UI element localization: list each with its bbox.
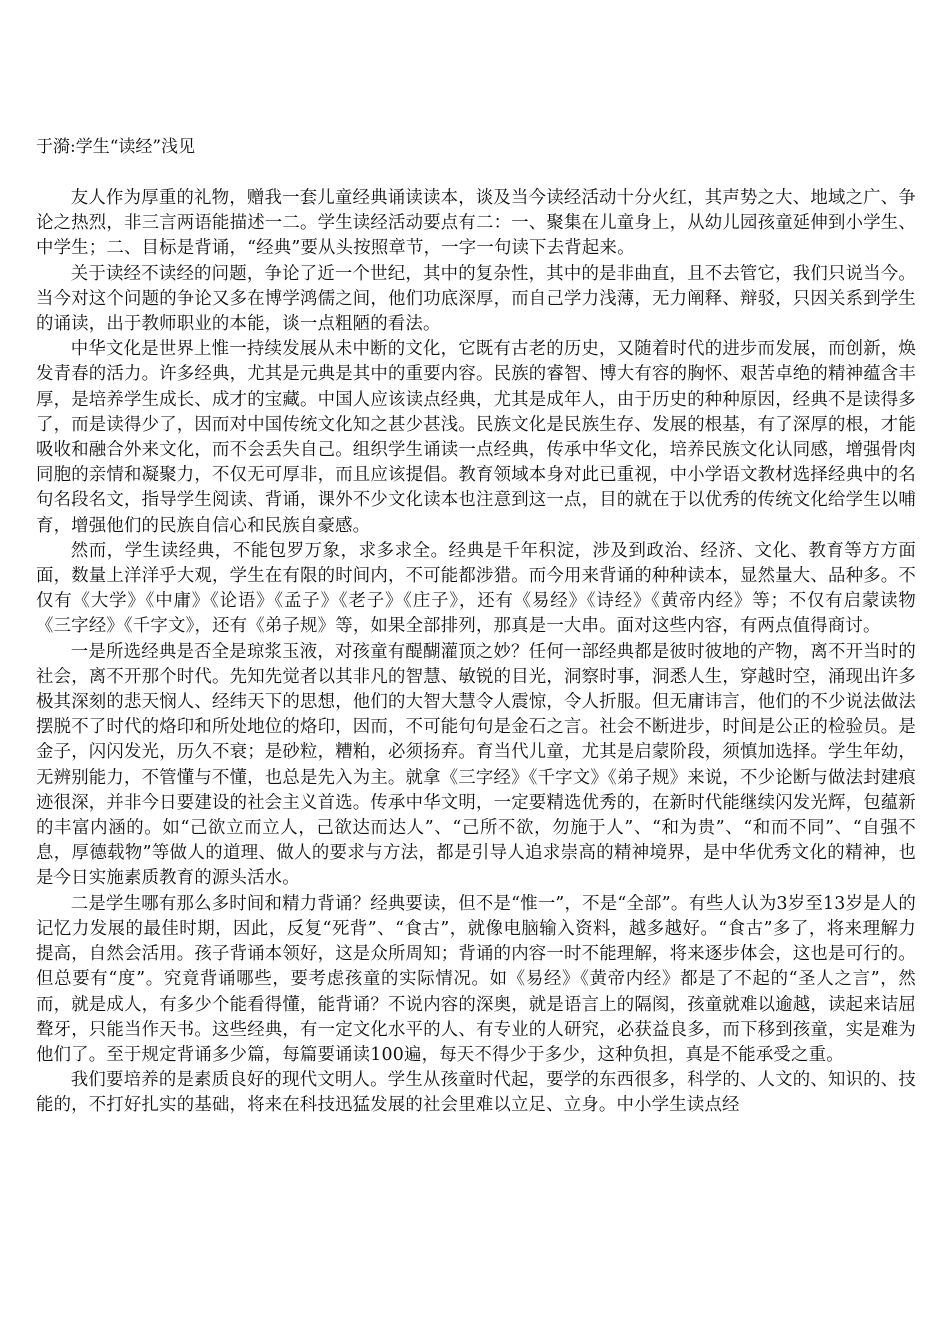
paragraph-7: 我们要培养的是素质良好的现代文明人。学生从孩童时代起，要学的东西很多，科学的、人文的、知识的、技能的，不打好扎实的基础，将来在科技迅猛发展的社会里难以立足、立身。中小学生读点经 xyxy=(36,1070,916,1116)
paragraph-1: 友人作为厚重的礼物，赠我一套儿童经典诵读读本，谈及当今读经活动十分火红，其声势之大、地域之广、争论之热烈，非三言两语能描述一二。学生读经活动要点有二：一、聚集在儿童身上，从幼儿园孩童延伸到小学生、中学生；二、目标是背诵，“经典”要从头按照章节，一字一句读下去背起来。 xyxy=(36,188,916,259)
paragraph-4: 然而，学生读经典，不能包罗万象，求多求全。经典是千年积淀，涉及到政治、经济、文化、教育等方方面面，数量上洋洋乎大观，学生在有限的时间内，不可能都涉猎。而今用来背诵的种种读本，显然量大、品种多。不仅有《大学》《中庸》《论语》《孟子》《老子》《庄子》，还有《易经》《诗经》《黄帝内经》等；不仅有启蒙读物《三字经》《千字文》，还有《弟子规》等，如果全部排列，那真是一大串。面对这些内容，有两点值得商讨。 xyxy=(36,540,916,637)
document-page xyxy=(36,134,916,1119)
paragraph-6: 二是学生哪有那么多时间和精力背诵？经典要读，但不是“惟一”，不是“全部”。有些人认为3岁至13岁是人的记忆力发展的最佳时期，因此，反复“死背”、“食古”，就像电脑输入资料，越多越好。“食古”多了，将来理解力提高，自然会活用。孩子背诵本领好，这是众所周知；背诵的内容一时不能理解，将来逐步体会，这也是可行的。但总要有“度”。究竟背诵哪些，要考虑孩童的实际情况。如《易经》《黄帝内经》都是了不起的“圣人之言”，然而，就是成人，有多少个能看得懂，能背诵？不说内容的深奥，就是语言上的隔阂，孩童就难以逾越，读起来诘屈聱牙，只能当作天书。这些经典，有一定文化水平的人、有专业的人研究，必获益良多，而下移到孩童，实是难为他们了。至于规定背诵多少篇，每篇要诵读100遍，每天不得少于多少，这种负担，真是不能承受之重。 xyxy=(36,893,916,1065)
paragraph-3: 中华文化是世界上惟一持续发展从未中断的文化，它既有古老的历史，又随着时代的进步而发展，而创新，焕发青春的活力。许多经典，尤其是元典是其中的重要内容。民族的睿智、博大有容的胸怀、艰苦卓绝的精神蕴含丰厚，是培养学生成长、成才的宝藏。中国人应该读点经典，尤其是成年人，由于历史的种种原因，经典不是读得多了，而是读得少了，因而对中国传统文化知之甚少甚浅。民族文化是民族生存、发展的根基，有了深厚的根，才能吸收和融合外来文化，而不会丢失自己。组织学生诵读一点经典，传承中华文化，培养民族文化认同感，增强骨肉同胞的亲情和凝聚力，不仅无可厚非，而且应该提倡。教育领域本身对此已重视，中小学语文教材选择经典中的名句名段名文，指导学生阅读、背诵，课外不少文化读本也注意到这一点，目的就在于以优秀的传统文化给学生以哺育，增强他们的民族自信心和民族自豪感。 xyxy=(36,339,916,536)
paragraph-5: 一是所选经典是否全是琼浆玉液，对孩童有醍醐灌顶之妙？任何一部经典都是彼时彼地的产物，离不开当时的社会，离不开那个时代。先知先觉者以其非凡的智慧、敏锐的目光，洞察时事，洞悉人生，穿越时空，涌现出许多极其深刻的悲天悯人、经纬天下的思想，他们的大智大慧令人震惊，令人折服。但无庸讳言，他们的不少说法做法摆脱不了时代的烙印和所处地位的烙印，因而，不可能句句是金石之言。社会不断进步，时间是公正的检验员。是金子，闪闪发光，历久不衰；是砂粒，糟粕，必须扬弃。育当代儿童，尤其是启蒙阶段，须慎加选择。学生年幼，无辨别能力，不管懂与不懂，也总是先入为主。就拿《三字经》《千字文》《弟子规》来说，不少论断与做法封建痕迹很深，并非今日要建设的社会主义首选。传承中华文明，一定要精选优秀的，在新时代能继续闪发光辉，包蕴新的丰富内涵的。如“己欲立而立人，己欲达而达人”、“己所不欲，勿施于人”、“和为贵”、“和而不同”、“自强不息，厚德载物”等做人的道理、做人的要求与方法，都是引导人追求崇高的精神境界，是中华优秀文化的精神，也是今日实施素质教育的源头活水。 xyxy=(36,641,916,889)
paragraph-2: 关于读经不读经的问题，争论了近一个世纪，其中的复杂性，其中的是非曲直，且不去管它，我们只说当今。当今对这个问题的争论又多在博学鸿儒之间，他们功底深厚，而自己学力浅薄，无力阐释、辩驳，只因关系到学生的诵读，出于教师职业的本能，谈一点粗陋的看法。 xyxy=(36,263,916,335)
article-title: 于漪:学生“读经”浅见 xyxy=(36,137,196,157)
